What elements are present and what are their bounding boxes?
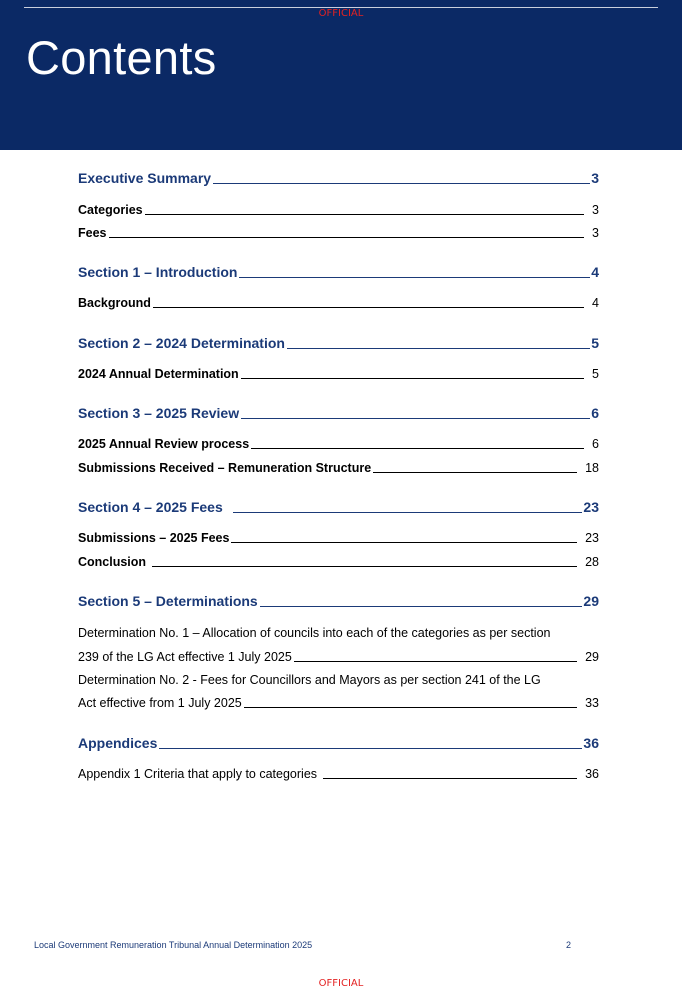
toc-entry-conclusion[interactable]: Conclusion 28 xyxy=(78,555,599,569)
classification-label-top: OFFICIAL xyxy=(318,8,364,19)
toc-entry-2025-annual-review[interactable]: 2025 Annual Review process 6 xyxy=(78,437,599,451)
toc-entry-determination-2-line-1[interactable]: Determination No. 2 - Fees for Councillors and Mayors as per section 241 of the LG xyxy=(78,673,541,687)
toc-entry-background[interactable]: Background 4 xyxy=(78,296,599,310)
toc-entry-2024-annual-determination[interactable]: 2024 Annual Determination 5 xyxy=(78,367,599,381)
toc-entry-determination-2[interactable]: Act effective from 1 July 2025 33 xyxy=(78,696,599,710)
toc-entry-submissions-2025-fees[interactable]: Submissions – 2025 Fees 23 xyxy=(78,531,599,545)
toc-entry-appendix-1[interactable]: Appendix 1 Criteria that apply to categories 36 xyxy=(78,767,599,781)
toc-entry-categories[interactable]: Categories 3 xyxy=(78,203,599,217)
footer-text: Local Government Remuneration Tribunal Annual Determination 2025 xyxy=(34,940,313,950)
toc-entry-section-1[interactable]: Section 1 – Introduction 4 xyxy=(78,264,599,280)
toc-entry-determination-1[interactable]: 239 of the LG Act effective 1 July 2025 29 xyxy=(78,650,599,664)
toc-entry-section-5[interactable]: Section 5 – Determinations 29 xyxy=(78,593,599,609)
toc-entry-section-2[interactable]: Section 2 – 2024 Determination 5 xyxy=(78,335,599,351)
toc-entry-section-3[interactable]: Section 3 – 2025 Review 6 xyxy=(78,405,599,421)
footer-page-number: 2 xyxy=(566,940,572,950)
page-title: Contents xyxy=(26,31,217,84)
classification-label-bottom: OFFICIAL xyxy=(318,978,364,989)
header-band xyxy=(0,0,682,150)
toc-entry-fees[interactable]: Fees 3 xyxy=(78,226,599,240)
toc-entry-section-4[interactable]: Section 4 – 2025 Fees 23 xyxy=(78,499,599,515)
toc-entry-appendices[interactable]: Appendices 36 xyxy=(78,735,599,751)
toc-entry-executive-summary[interactable]: Executive Summary 3 xyxy=(78,170,599,186)
toc-entry-submissions-remuneration-structure[interactable]: Submissions Received – Remuneration Structure 18 xyxy=(78,461,599,475)
toc-entry-determination-1-line-1[interactable]: Determination No. 1 – Allocation of councils into each of the categories as per section xyxy=(78,626,551,640)
